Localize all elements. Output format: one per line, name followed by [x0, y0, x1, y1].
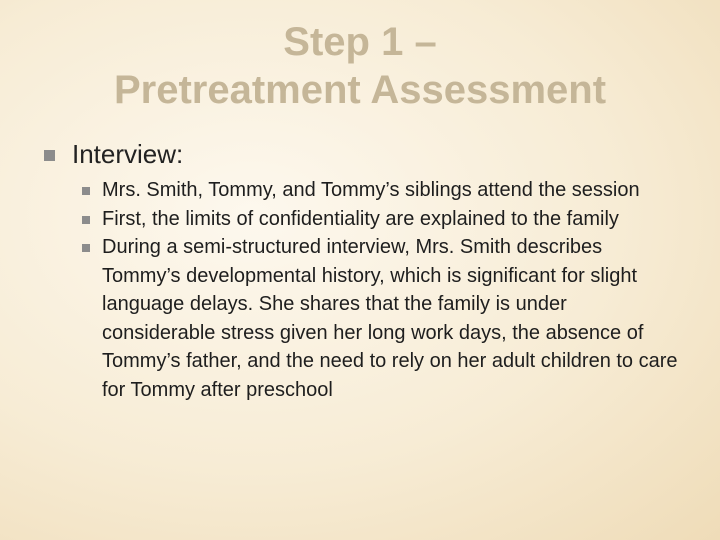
sub-bullet-item	[80, 233, 680, 404]
sub-bullet-text: During a semi-structured interview, Mrs. Smith describes Tommy’s developmental history, which is significant for slight language delays. She shares that the family is under considerable stress given her long work days, the absence of Tommy’s father, and the need to rely on her adult children to care for Tommy after preschool	[102, 236, 678, 401]
square-bullet-icon	[44, 150, 55, 161]
main-bullet-text: Interview:	[72, 139, 184, 169]
sub-bullet-list	[80, 176, 680, 404]
title-line-2: Pretreatment Assessment	[113, 68, 607, 112]
square-bullet-icon	[82, 216, 90, 224]
sub-bullet-text: First, the limits of confidentiality are explained to the family	[102, 207, 619, 230]
title-line-1: Step 1 –	[283, 20, 437, 64]
sub-bullet-text: Mrs. Smith, Tommy, and Tommy’s siblings attend the session	[102, 179, 640, 201]
sub-bullet-item	[80, 176, 680, 205]
slide-title	[0, 18, 720, 114]
square-bullet-icon	[82, 187, 90, 195]
square-bullet-icon	[82, 244, 90, 252]
sub-bullet-item	[80, 205, 680, 234]
